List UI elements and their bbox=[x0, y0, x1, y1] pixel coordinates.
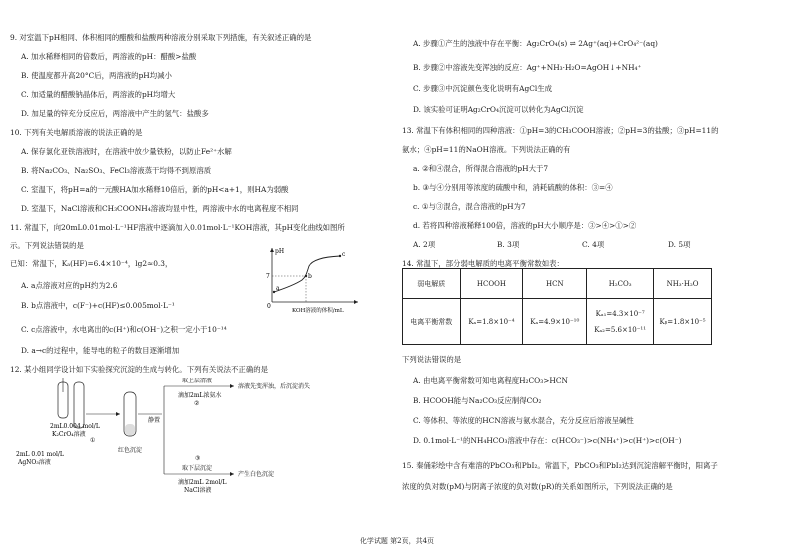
q12-stem: 12. 某小组同学设计如下实验探究沉淀的生成与转化。下列有关说法不正确的是 bbox=[10, 365, 268, 374]
tick-7-label: 7 bbox=[266, 273, 270, 280]
point-a bbox=[273, 291, 275, 293]
lower-add-label-1: 滴加2mL 2mol/L bbox=[178, 479, 227, 486]
y-axis-label: pH bbox=[275, 248, 285, 255]
q13-item-d: d. 若将四种溶液稀释100倍，溶液的pH大小顺序是：③>④>①>② bbox=[413, 221, 637, 230]
tube2-label-1: 2mL 0.01 mol/L bbox=[16, 451, 64, 458]
table-header-cell: H₂CO₃ bbox=[587, 269, 654, 299]
upper-take-label: 取上层清液 bbox=[182, 378, 213, 384]
q13-item-a: a. ②和④混合，所得混合溶液的pH大于7 bbox=[413, 164, 549, 173]
step-2-marker: ② bbox=[194, 400, 200, 407]
q10-stem: 10. 下列有关电解质溶液的说法正确的是 bbox=[10, 128, 143, 137]
q14-option-d: D. 0.1mol·L⁻¹的NH₄HCO₃溶液中存在：c(HCO₃⁻)>c(NH₄⁺)>c(H⁺)>c(OH⁻) bbox=[413, 436, 682, 445]
table-header-cell: HCOOH bbox=[460, 269, 523, 299]
table-cell: Kᵦ=1.8×10⁻⁵ bbox=[654, 299, 712, 345]
table-cell: Kₐ=4.9×10⁻¹⁰ bbox=[523, 299, 587, 345]
q13-item-c: c. ①与③混合，混合溶液的pH为7 bbox=[413, 202, 526, 211]
lower-result-label: 产生白色沉淀 bbox=[238, 471, 275, 478]
precipitate-fill bbox=[125, 424, 135, 435]
point-c bbox=[339, 255, 341, 257]
q10-option-c: C. 室温下，将pH=a的一元酸HA加水稀释10倍后，新的pH<a+1，则HA为弱酸 bbox=[21, 185, 289, 194]
table-cell bbox=[587, 299, 654, 345]
q13-choice-c: C. 4项 bbox=[582, 240, 605, 249]
x-axis-arrow bbox=[354, 300, 358, 304]
q11-option-d: D. a→c的过程中，能导电的粒子的数目逐渐增加 bbox=[21, 346, 180, 355]
q14-prompt: 下列说法错误的是 bbox=[402, 355, 462, 364]
q13-item-b: b. ③与④分别用等浓度的硫酸中和，消耗硫酸的体积：③=④ bbox=[413, 183, 613, 192]
q11-option-c: C. c点溶液中，水电离出的c(H⁺)和c(OH⁻)之积一定小于10⁻¹⁴ bbox=[21, 325, 227, 334]
titration-curve bbox=[274, 256, 340, 292]
q13-stem-1: 13. 常温下有体积相同的四种溶液：①pH=3的CH₃COOH溶液；②pH=3的盐酸；③pH=11的 bbox=[402, 126, 719, 135]
q9-option-b: B. 使温度都升高20°C后，两溶液的pH均减小 bbox=[21, 71, 172, 80]
upper-add-label: 滴加2mL浓氨水 bbox=[178, 392, 222, 399]
upper-result-label: 溶液先变浑浊，后沉淀消失 bbox=[238, 383, 311, 390]
y-axis-arrow bbox=[270, 248, 274, 252]
point-a-label: a bbox=[276, 285, 280, 292]
ionization-constant-table bbox=[402, 268, 712, 345]
red-precipitate-label: 红色沉淀 bbox=[118, 447, 143, 454]
q12-option-c: C. 步骤③中沉淀颜色变化说明有AgCl生成 bbox=[413, 84, 553, 93]
q13-choice-b: B. 3项 bbox=[497, 240, 520, 249]
lower-add-label-2: NaCl溶液 bbox=[184, 487, 212, 494]
q9-option-d: D. 加足量的锌充分反应后，两溶液中产生的氢气：盐酸多 bbox=[21, 109, 209, 118]
q13-choice-d: D. 5项 bbox=[668, 240, 691, 249]
q10-option-b: B. 将Na₂CO₃、Na₂SO₃、FeCl₃溶液蒸干均得不到原溶质 bbox=[21, 166, 212, 175]
table-row bbox=[403, 299, 712, 345]
q14-option-b: B. HCOOH能与Na₂CO₃反应制得CO₂ bbox=[413, 396, 542, 405]
q14-option-a: A. 由电离平衡常数可知电离程度H₂CO₃>HCN bbox=[413, 376, 568, 385]
q12-experiment-diagram bbox=[12, 378, 392, 498]
q13-stem-2: 氨水；④pH=11的NaOH溶液。下列说法正确的有 bbox=[402, 145, 571, 154]
table-cell: Kₐ=1.8×10⁻⁴ bbox=[460, 299, 523, 345]
step-1-marker: ① bbox=[90, 437, 96, 444]
point-b-label: b bbox=[308, 273, 312, 280]
q11-stem-1: 11. 常温下，向20mL0.01mol·L⁻¹HF溶液中逐滴加入0.01mol·L⁻¹KOH溶液，其pH变化曲线如图所 bbox=[10, 223, 345, 232]
q10-option-a: A. 保存氯化亚铁溶液时，在溶液中放少量铁粉，以防止Fe²⁺水解 bbox=[21, 147, 232, 156]
q13-choice-a: A. 2项 bbox=[413, 240, 436, 249]
h2co3-ka2: Kₐ₂=5.6×10⁻¹¹ bbox=[594, 325, 647, 334]
q12-option-d: D. 该实验可证明Ag₂CrO₄沉淀可以转化为AgCl沉淀 bbox=[413, 105, 584, 114]
settle-label: 静置 bbox=[148, 417, 161, 424]
q11-given: 已知：常温下，Kₐ(HF)=6.4×10⁻⁴，lg2≈0.3， bbox=[10, 259, 173, 268]
q9-stem: 9. 对室温下pH相同、体积相同的醋酸和盐酸两种溶液分别采取下列措施，有关叙述正确的是 bbox=[10, 33, 312, 42]
q15-stem-1: 15. 秦俑彩绘中含有难溶的PbCO₃和PbI₂。常温下，PbCO₃和PbI₂达到沉淀溶解平衡时，阳离子 bbox=[402, 461, 718, 470]
test-tube-2 bbox=[74, 382, 84, 428]
q9-option-a: A. 加水稀释相同的倍数后，两溶液的pH：醋酸>盐酸 bbox=[21, 52, 197, 61]
q10-option-d: D. 室温下，NaCl溶液和CH₃COONH₄溶液均显中性，两溶液中水的电离程度不相同 bbox=[21, 204, 299, 213]
q11-option-b: B. b点溶液中，c(F⁻)+c(HF)≤0.005mol·L⁻¹ bbox=[21, 301, 175, 310]
x-axis-label: KOH溶液的体积/mL bbox=[292, 308, 344, 314]
h2co3-ka1: Kₐ₁=4.3×10⁻⁷ bbox=[595, 309, 645, 318]
q12-option-a: A. 步骤①产生的浊液中存在平衡：Ag₂CrO₄(s) ⇌ 2Ag⁺(aq)+CrO₄²⁻(aq) bbox=[413, 39, 658, 48]
table-header-cell: 弱电解质 bbox=[403, 269, 461, 299]
table-header-row bbox=[403, 269, 712, 299]
origin-label: 0 bbox=[267, 303, 271, 310]
q9-option-c: C. 加适量的醋酸钠晶体后，两溶液的pH均增大 bbox=[21, 90, 176, 99]
arrow-head-3 bbox=[230, 472, 234, 476]
q11-option-a: A. a点溶液对应的pH约为2.6 bbox=[21, 281, 118, 290]
q15-stem-2: 浓度的负对数(pM)与阴离子浓度的负对数(pR)的关系如图所示，下列说法正确的是 bbox=[402, 482, 673, 491]
point-b bbox=[305, 275, 307, 277]
table-header-cell: HCN bbox=[523, 269, 587, 299]
table-row-label: 电离平衡常数 bbox=[403, 299, 461, 345]
q14-option-c: C. 等体积、等浓度的HCN溶液与氨水混合，充分反应后溶液呈碱性 bbox=[413, 416, 634, 425]
page-footer: 化学试题 第2页，共4页 bbox=[359, 537, 435, 545]
q11-titration-graph bbox=[262, 244, 362, 314]
tube1-label-2: K₂CrO₄溶液 bbox=[52, 431, 86, 438]
q14-stem: 14. 常温下，部分弱电解质的电离平衡常数如表： bbox=[402, 259, 564, 268]
q12-option-b: B. 步骤②中溶液先变浑浊的反应：Ag⁺+NH₃·H₂O=AgOH↓+NH₄⁺ bbox=[413, 63, 642, 72]
step-3-marker: ③ bbox=[195, 455, 201, 462]
arrow-head-1 bbox=[116, 412, 120, 416]
arrow-head-2 bbox=[230, 384, 234, 388]
lower-take-label: 取下层沉淀 bbox=[182, 465, 213, 472]
tube2-label-2: AgNO₃溶液 bbox=[18, 459, 51, 466]
table-header-cell: NH₃·H₂O bbox=[654, 269, 712, 299]
tube1-label-1: 2mL0.004 mol/L bbox=[50, 423, 100, 430]
point-c-label: c bbox=[342, 251, 346, 258]
q11-stem-2: 示。下列说法错误的是 bbox=[10, 241, 84, 250]
